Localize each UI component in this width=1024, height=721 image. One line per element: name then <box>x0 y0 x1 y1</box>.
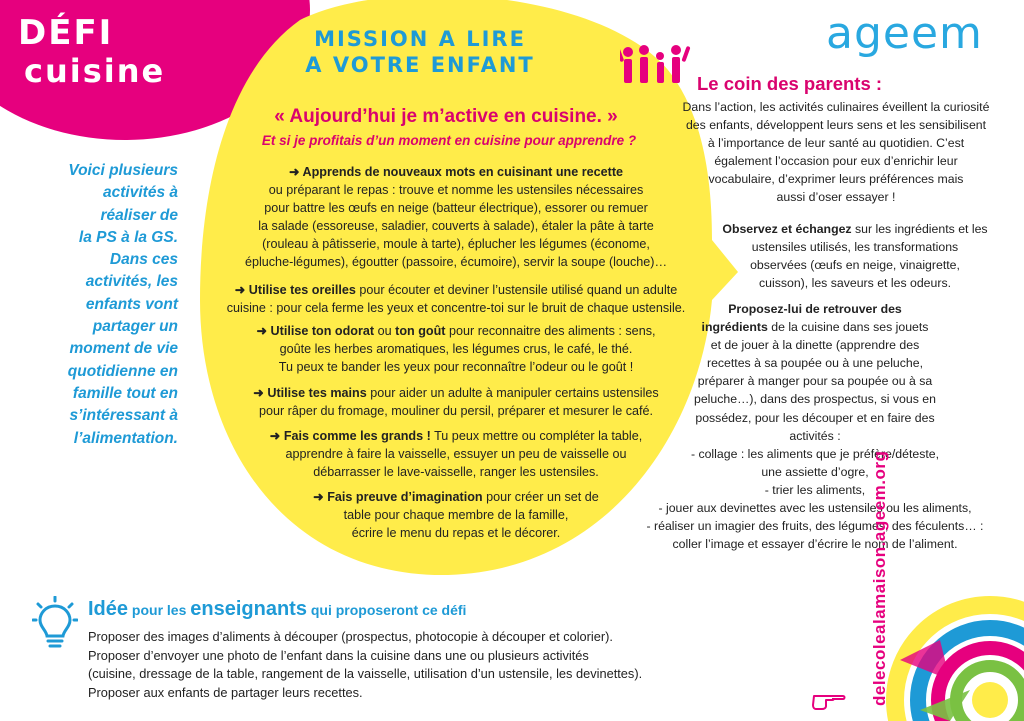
family-icon <box>620 42 692 90</box>
par-line: - réaliser un imagier des fruits, des légumes, des féculents… : <box>646 519 984 534</box>
intro-line: Voici plusieurs <box>68 162 178 179</box>
parents-paragraph-1 <box>648 98 1024 207</box>
item-heading: ➜ Utilise tes oreilles <box>234 283 356 297</box>
intro-line: Dans ces <box>109 251 178 269</box>
mission-title <box>270 26 570 78</box>
par-bold: Observez et échangez <box>722 222 852 236</box>
item-line: pour créer un set de <box>482 490 599 504</box>
par-line: également l’occasion pour eux d’enrichir leur <box>714 154 958 169</box>
teachers-line: Proposer des images d’aliments à découper (prospectus, photocopie à découper et colorier). <box>88 629 613 644</box>
intro-line: moment de vie <box>69 340 178 358</box>
item-line: pour écouter et deviner l’ustensile utilisé quand un adulte <box>355 283 678 297</box>
par-line: possédez, pour les découper et en faire des <box>695 410 935 425</box>
intro-line: réaliser de <box>100 206 178 224</box>
teachers-line: Proposer d’envoyer une photo de l’enfant dans la cuisine dans une ou plusieurs activités <box>88 647 589 663</box>
par-line: aussi d’oser essayer ! <box>776 190 896 205</box>
headline: « Aujourd’hui je m’active en cuisine. » <box>274 106 618 127</box>
lightbulb-icon <box>32 596 78 650</box>
item-line: pour aider un adulte à manipuler certains ustensiles <box>366 386 659 400</box>
par-bold: ingrédients <box>701 320 768 335</box>
par-line: activités : <box>789 428 841 443</box>
item-line: pour râper du fromage, mouliner du persil, préparer et mesurer le café. <box>258 404 654 418</box>
par-line: des enfants, développent leurs sens et les sensibilisent <box>685 118 987 133</box>
item-mid: ou <box>374 324 396 338</box>
intro-line: partager un <box>92 318 178 336</box>
intro-line: activités à <box>103 184 178 202</box>
item-line: Tu peux mettre ou compléter la table, <box>430 429 643 443</box>
par-line: une assiette d’ogre, <box>761 464 869 479</box>
teachers-body <box>88 628 788 702</box>
item-heading: ➜ Fais preuve d’imagination <box>313 490 483 504</box>
teachers-line: Proposer aux enfants de partager leurs recettes. <box>88 684 363 700</box>
par-line: coller l’image et essayer d’écrire le nom de l’aliment. <box>672 537 958 552</box>
item-heading: ➜ Apprends de nouveaux mots en cuisinant une recette <box>288 165 624 179</box>
teachers-line: (cuisine, dressage de la table, rangement de la vaisselle, utilisation d’un ustensile, les devinettes). <box>88 666 643 682</box>
ageem-logo: ageem <box>826 8 983 59</box>
intro-line: s’intéressant à <box>69 407 178 425</box>
par-line: préparer à manger pour sa poupée ou à sa <box>697 374 933 389</box>
intro-line: quotidienne en <box>67 362 178 380</box>
mission-line-2: A VOTRE ENFANT <box>305 53 535 77</box>
teachers-title-mid: pour les <box>128 602 191 618</box>
site-url-link[interactable]: delecolealamaison.ageem.org <box>870 450 889 706</box>
teachers-title <box>88 598 466 621</box>
par-line: - trier les aliments, <box>764 482 866 497</box>
item-heading: ➜ Fais comme les grands ! <box>269 429 431 443</box>
intro-text <box>28 160 178 450</box>
par-bold: Proposez-lui de retrouver des <box>728 302 902 316</box>
pointing-hand-icon <box>812 686 846 710</box>
item-line: goûte les herbes aromatiques, les légumes crus, le café, le thé. <box>279 342 633 356</box>
intro-line: la PS à la GS. <box>78 228 178 246</box>
item-heading: ➜ Utilise tes mains <box>253 386 367 400</box>
cuisine-word: cuisine <box>24 52 166 90</box>
par-line: Dans l’action, les activités culinaires éveillent la curiosité <box>682 100 990 114</box>
item-line: épluche-légumes), égoutter (passoire, écumoire), servir la soupe (louche)… <box>244 255 668 269</box>
teachers-title-idea: Idée <box>88 598 129 620</box>
item-heading: ➜ Utilise ton odorat <box>256 324 375 338</box>
colorful-target-decoration <box>880 580 1024 721</box>
parents-paragraph-3 <box>610 300 1020 553</box>
parents-title: Le coin des parents : <box>697 73 883 94</box>
parents-paragraph-2 <box>700 220 1010 292</box>
intro-line: famille tout en <box>72 384 178 402</box>
par-line: observées (œufs en neige, vinaigrette, <box>750 258 960 273</box>
par-line: de la cuisine dans ses jouets <box>767 320 929 335</box>
subheadline: Et si je profitais d’un moment en cuisine pour apprendre ? <box>261 133 637 148</box>
item-line: Tu peux te bander les yeux pour reconnaître l’odeur ou le goût ! <box>278 360 634 374</box>
item-line: apprendre à faire la vaisselle, essuyer un peu de vaisselle ou <box>285 447 627 461</box>
intro-line: activités, les <box>85 273 178 291</box>
mission-line-1: MISSION A LIRE <box>314 27 526 51</box>
par-line: ustensiles utilisés, les transformations <box>751 240 959 255</box>
mission-item-words <box>212 163 700 271</box>
teachers-title-end: qui proposeront ce défi <box>306 602 467 618</box>
par-line: recettes à sa poupée ou à une peluche, <box>706 356 924 371</box>
item-line: cuisine : pour cela ferme les yeux et concentre-toi sur le bruit de chaque ustensile. <box>226 301 686 315</box>
par-line: à l’importance de leur santé au quotidien. C’est <box>707 136 965 151</box>
teachers-title-teachers: enseignants <box>190 598 307 620</box>
par-line: cuisson), les saveurs et les odeurs. <box>758 276 952 291</box>
intro-line: l’alimentation. <box>73 429 178 447</box>
par-line: - collage : les aliments que je préfère/déteste, <box>690 446 940 461</box>
par-line: et de jouer à la dinette (apprendre des <box>710 338 920 353</box>
item-line: débarrasser le lave-vaisselle, ranger les ustensiles. <box>313 465 599 479</box>
item-line: ou préparant le repas : trouve et nomme les ustensiles nécessaires <box>268 183 644 197</box>
par-line: peluche…), dans des prospectus, si vous en <box>694 392 936 407</box>
par-line: sur les ingrédients et les <box>851 222 988 236</box>
item-line: pour reconnaitre des aliments : sens, <box>445 324 656 338</box>
defi-word: DÉFI <box>18 13 114 53</box>
item-line: pour battre les œufs en neige (batteur électrique), essorer ou remuer <box>264 201 648 215</box>
item-line: (rouleau à pâtisserie, moule à tarte), éplucher les légumes (économe, <box>262 237 650 251</box>
item-line: table pour chaque membre de la famille, <box>343 508 569 522</box>
par-line: - jouer aux devinettes avec les ustensiles ou les aliments, <box>658 501 972 516</box>
item-heading-2: ton goût <box>395 324 446 338</box>
item-line: écrire le menu du repas et le décorer. <box>351 526 561 540</box>
item-line: la salade (essoreuse, saladier, couverts à salade), étaler la pâte à tarte <box>258 219 654 233</box>
par-line: vocabulaire, d’exprimer leurs préférences mais <box>708 172 964 187</box>
intro-line: enfants vont <box>85 295 178 313</box>
